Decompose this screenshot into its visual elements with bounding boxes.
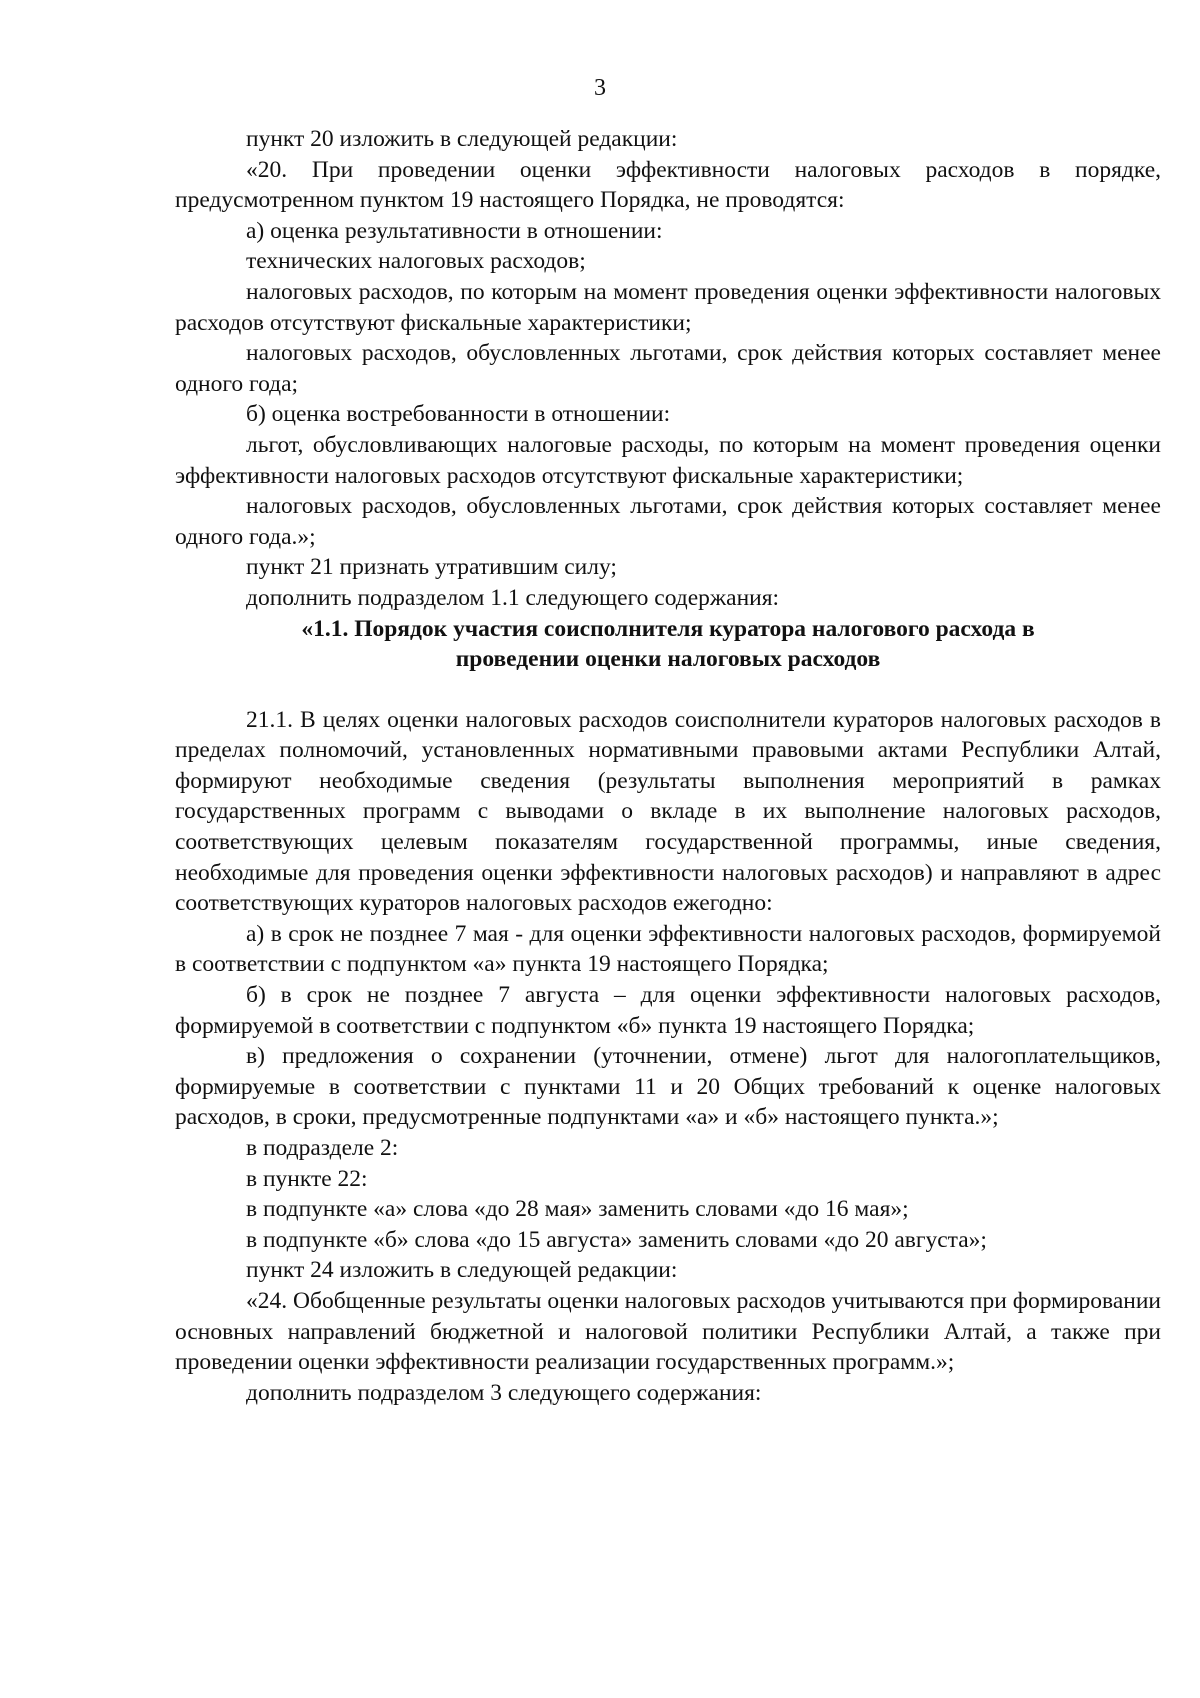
paragraph: «24. Обобщенные результаты оценки налоговых расходов учитываются при формировании основных направлений бюджетной и налоговой политики Республики Алтай, а также при проведении оценки эффективности реализации государственных программ.»; bbox=[175, 1287, 1161, 1376]
paragraph: 21.1. В целях оценки налоговых расходов соисполнители кураторов налоговых расходов в пределах полномочий, установленных нормативными правовыми актами Республики Алтай, формируют необходимые сведения (результаты выполнения мероприятий в рамках государственных программ с выводами о вкладе в их выполнение налоговых расходов, соответствующих целевым показателям государственной программы, иные сведения, необходимые для проведения оценки эффективности налоговых расходов) и направляют в адрес соответствующих кураторов налоговых расходов ежегодно: bbox=[175, 706, 1161, 917]
paragraph: «20. При проведении оценки эффективности налоговых расходов в порядке, предусмотренном пунктом 19 настоящего Порядка, не проводятся: bbox=[175, 156, 1161, 214]
section-heading bbox=[175, 614, 1161, 675]
paragraph: в подразделе 2: bbox=[246, 1135, 399, 1161]
section-heading-line: «1.1. Порядок участия соисполнителя куратора налогового расхода в bbox=[301, 615, 1035, 642]
document-body bbox=[175, 124, 1161, 1408]
paragraph: налоговых расходов, обусловленных льготами, срок действия которых составляет менее одного года.»; bbox=[175, 493, 1161, 550]
paragraph: в пункте 22: bbox=[246, 1165, 368, 1192]
paragraph: технических налоговых расходов; bbox=[246, 248, 586, 275]
paragraph: а) оценка результативности в отношении: bbox=[246, 217, 663, 244]
paragraph: налоговых расходов, по которым на момент проведения оценки эффективности налоговых расходов отсутствуют фискальные характеристики; bbox=[175, 278, 1161, 336]
paragraph: а) в срок не позднее 7 мая - для оценки эффективности налоговых расходов, формируемой в соответствии с подпунктом «а» пункта 19 настоящего Порядка; bbox=[175, 920, 1161, 978]
paragraph: пункт 20 изложить в следующей редакции: bbox=[246, 126, 678, 152]
paragraph: льгот, обусловливающих налоговые расходы, по которым на момент проведения оценки эффективности налоговых расходов отсутствуют фискальные характеристики; bbox=[175, 431, 1161, 489]
paragraph: дополнить подразделом 3 следующего содержания: bbox=[246, 1379, 762, 1406]
paragraph: налоговых расходов, обусловленных льготами, срок действия которых составляет менее одного года; bbox=[175, 340, 1161, 397]
paragraph: дополнить подразделом 1.1 следующего содержания: bbox=[246, 584, 780, 611]
paragraph: в подпункте «б» слова «до 15 августа» заменить словами «до 20 августа»; bbox=[246, 1226, 987, 1253]
section-heading-line: проведении оценки налоговых расходов bbox=[455, 646, 881, 673]
page-number: 3 bbox=[594, 75, 606, 101]
heading-spacer bbox=[175, 675, 1161, 705]
paragraph: пункт 21 признать утратившим силу; bbox=[246, 554, 617, 581]
paragraph: б) в срок не позднее 7 августа – для оценки эффективности налоговых расходов, формируемой в соответствии с подпунктом «б» пункта 19 настоящего Порядка; bbox=[175, 982, 1161, 1039]
paragraph: в) предложения о сохранении (уточнении, отмене) льгот для налогоплательщиков, формируемые в соответствии с пунктами 11 и 20 Общих требований к оценке налоговых расходов, в сроки, предусмотренные подпунктами «а» и «б» настоящего пункта.»; bbox=[175, 1043, 1161, 1131]
paragraph: в подпункте «а» слова «до 28 мая» заменить словами «до 16 мая»; bbox=[246, 1196, 909, 1223]
paragraph: пункт 24 изложить в следующей редакции: bbox=[246, 1257, 678, 1284]
paragraph: б) оценка востребованности в отношении: bbox=[246, 401, 671, 428]
